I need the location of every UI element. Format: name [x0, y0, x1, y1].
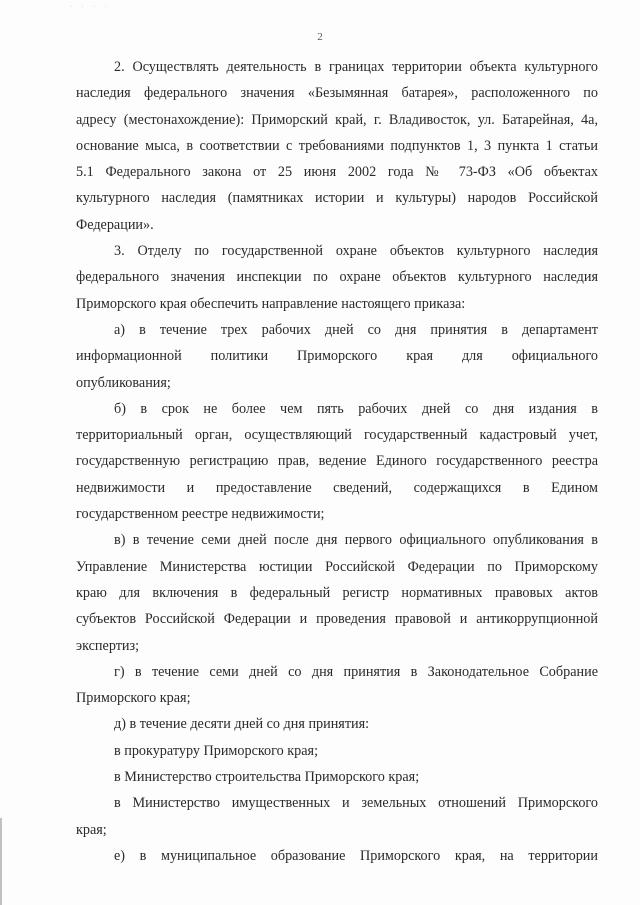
- text-line: 5.1 Федерального закона от 25 июня 2002 года № 73-ФЗ «Об объектах: [76, 164, 598, 181]
- text-line: опубликования;: [76, 374, 171, 391]
- page-number: 2: [317, 31, 323, 43]
- text-line: в прокуратуру Приморского края;: [114, 742, 319, 759]
- text-line: государственную регистрацию прав, ведение Единого государственного реестра: [76, 453, 598, 470]
- text-line: федерального значения инспекции по охране объектов культурного наследия: [76, 269, 598, 286]
- text-line: краю для включения в федеральный регистр нормативных правовых актов: [76, 584, 598, 601]
- text-line: края;: [76, 821, 107, 838]
- text-line: Управление Министерства юстиции Российской Федерации по Приморскому: [76, 558, 598, 575]
- text-line: а) в течение трех рабочих дней со дня принятия в департамент: [114, 321, 598, 338]
- text-line: 3. Отделу по государственной охране объектов культурного наследия: [114, 243, 598, 260]
- text-line: в Министерство имущественных и земельных отношений Приморского: [114, 795, 598, 812]
- scan-edge-shadow: [0, 818, 2, 905]
- text-line: е) в муниципальное образование Приморского края, на территории: [114, 847, 598, 864]
- text-line: недвижимости и предоставление сведений, содержащихся в Едином: [76, 479, 598, 496]
- text-line: культурного наследия (памятниках истории и культуры) народов Российской: [76, 190, 598, 207]
- text-line: д) в течение десяти дней со дня принятия:: [114, 716, 370, 733]
- text-line: территориальный орган, осуществляющий государственный кадастровый учет,: [76, 427, 598, 444]
- text-line: экспертиз;: [76, 637, 140, 654]
- document-body: [76, 54, 598, 869]
- text-line: основание мыса, в соответствии с требованиями подпунктов 1, 3 пункта 1 статьи: [76, 137, 598, 154]
- text-line: г) в течение семи дней со дня принятия в Законодательное Собрание: [114, 663, 598, 680]
- scan-artifact: · · · ·: [70, 4, 111, 10]
- text-line: государственном реестре недвижимости;: [76, 506, 325, 523]
- text-line: Федерации».: [76, 216, 154, 233]
- text-line: в) в течение семи дней после дня первого официального опубликования в: [114, 532, 598, 549]
- text-line: б) в срок не более чем пять рабочих дней со дня издания в: [114, 400, 598, 417]
- text-line: информационной политики Приморского края для официального: [76, 348, 598, 365]
- text-line: Приморского края;: [76, 690, 191, 707]
- text-line: адресу (местонахождение): Приморский край, г. Владивосток, ул. Батарейная, 4а,: [76, 111, 598, 128]
- text-line: 2. Осуществлять деятельность в границах территории объекта культурного: [114, 59, 598, 75]
- text-line: наследия федерального значения «Безымянная батарея», расположенного по: [76, 85, 598, 102]
- text-line: Приморского края обеспечить направление настоящего приказа:: [76, 295, 466, 312]
- text-line: в Министерство строительства Приморского края;: [114, 769, 420, 786]
- text-line: субъектов Российской Федерации и проведения правовой и антикоррупционной: [76, 611, 598, 628]
